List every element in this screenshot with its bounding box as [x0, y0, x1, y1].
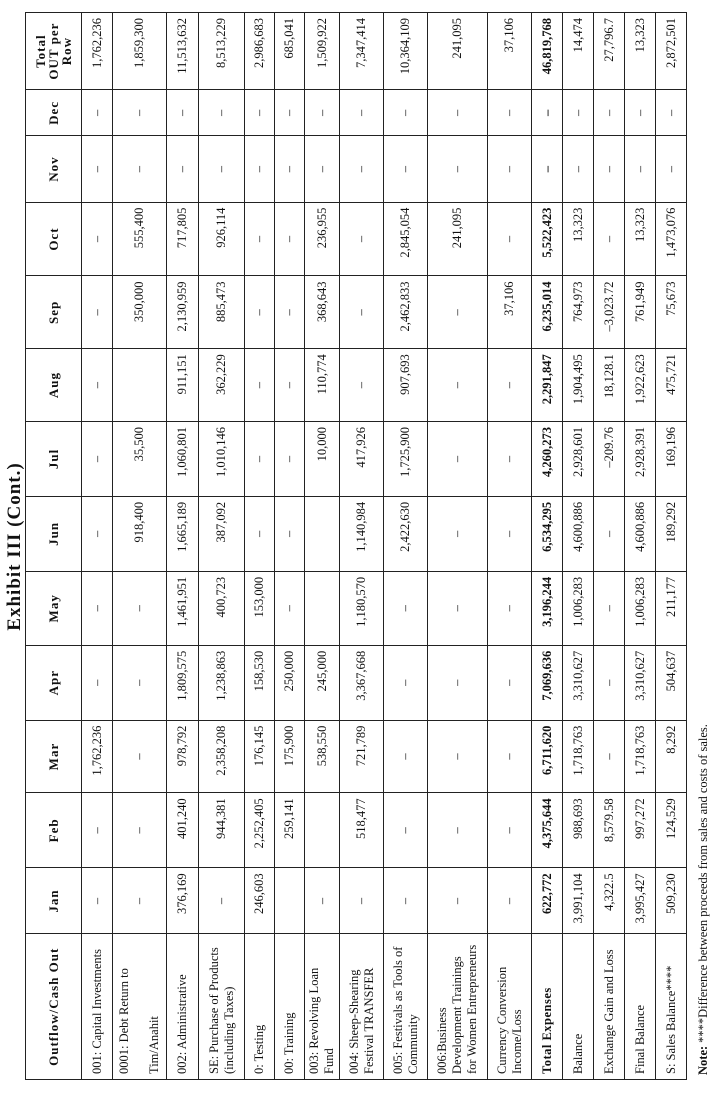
table-cell: 10,000 — [305, 421, 340, 496]
table-row — [563, 13, 594, 1080]
column-header: Apr — [26, 645, 82, 720]
table-cell: – — [82, 136, 113, 202]
table-cell: – — [275, 136, 305, 202]
row-label: SE: Purchase of Products (including Taxes) — [199, 934, 245, 1080]
table-cell: – — [625, 136, 656, 202]
table-cell: – — [384, 571, 428, 645]
table-cell: – — [82, 349, 113, 422]
table-cell: 918,400 — [113, 496, 167, 571]
table-row — [113, 13, 167, 1080]
table-cell: 7,069,636 — [532, 645, 563, 720]
table-cell: – — [488, 421, 532, 496]
table-cell: – — [428, 571, 488, 645]
table-row — [428, 13, 488, 1080]
table-cell: 350,000 — [113, 276, 167, 349]
table-cell: – — [488, 868, 532, 934]
table-cell: – — [384, 136, 428, 202]
table-cell: – — [305, 136, 340, 202]
table-cell: – — [113, 868, 167, 934]
column-header: Feb — [26, 793, 82, 868]
table-cell: 761,949 — [625, 276, 656, 349]
table-cell: – — [656, 136, 687, 202]
table-cell: – — [167, 90, 199, 136]
table-cell: 1,809,575 — [167, 645, 199, 720]
table-cell: 250,000 — [275, 645, 305, 720]
table-cell: 1,509,922 — [305, 13, 340, 90]
footnote — [696, 724, 711, 1075]
table-cell: – — [384, 645, 428, 720]
table-cell: 2,928,391 — [625, 421, 656, 496]
table-cell: 1,473,076 — [656, 202, 687, 276]
table-cell: 997,272 — [625, 793, 656, 868]
table-cell: 158,530 — [245, 645, 275, 720]
table-cell: 2,986,683 — [245, 13, 275, 90]
table-cell: 1,238,863 — [199, 645, 245, 720]
table-cell: 362,229 — [199, 349, 245, 422]
row-label: Currency Conversion Income/Loss — [488, 934, 532, 1080]
table-cell: 6,235,014 — [532, 276, 563, 349]
table-cell: 3,995,427 — [625, 868, 656, 934]
table-cell: 7,347,414 — [340, 13, 384, 90]
table-cell: 400,723 — [199, 571, 245, 645]
table-cell: – — [199, 868, 245, 934]
table-cell: 721,789 — [340, 720, 384, 793]
table-cell: – — [428, 90, 488, 136]
column-header: Total OUT per Row — [26, 13, 82, 90]
table-cell: 911,151 — [167, 349, 199, 422]
table-cell: 245,000 — [305, 645, 340, 720]
column-header: Nov — [26, 136, 82, 202]
table-cell: – — [275, 202, 305, 276]
table-cell: – — [82, 90, 113, 136]
table-cell — [113, 349, 167, 422]
column-header: Aug — [26, 349, 82, 422]
table-cell: 1,859,300 — [113, 13, 167, 90]
table-cell: 75,673 — [656, 276, 687, 349]
table-cell: 13,323 — [563, 202, 594, 276]
table-cell: – — [488, 645, 532, 720]
table-cell: 13,323 — [625, 202, 656, 276]
row-label: 005: Festivals as Tools of Community — [384, 934, 428, 1080]
table-cell: – — [82, 793, 113, 868]
table-cell: – — [594, 202, 625, 276]
table-row — [384, 13, 428, 1080]
table-row — [167, 13, 199, 1080]
table-cell: 176,145 — [245, 720, 275, 793]
column-header: Jun — [26, 496, 82, 571]
table-cell: 1,006,283 — [563, 571, 594, 645]
table-cell: –209.76 — [594, 421, 625, 496]
table-cell: 3,196,244 — [532, 571, 563, 645]
table-cell: 1,762,236 — [82, 13, 113, 90]
table-cell: 417,926 — [340, 421, 384, 496]
table-cell: 124,529 — [656, 793, 687, 868]
row-label: 004: Sheep-Shearing Festival TRANSFER — [340, 934, 384, 1080]
table-cell: 175,900 — [275, 720, 305, 793]
row-label: 001: Capital Investments — [82, 934, 113, 1080]
row-label: 0001: Debt Return to Tim/Anahit — [113, 934, 167, 1080]
table-cell: – — [113, 90, 167, 136]
table-cell: – — [488, 793, 532, 868]
table-cell: 241,095 — [428, 202, 488, 276]
table-cell: – — [563, 90, 594, 136]
table-row — [625, 13, 656, 1080]
table-cell: 538,550 — [305, 720, 340, 793]
table-cell: 18,128.1 — [594, 349, 625, 422]
exhibit-title: Exhibit III (Cont.) — [4, 462, 25, 631]
table-cell: 1,718,763 — [625, 720, 656, 793]
row-label: Exchange Gain and Loss — [594, 934, 625, 1080]
table-cell: 1,461,951 — [167, 571, 199, 645]
table-cell — [305, 571, 340, 645]
table-cell: – — [275, 90, 305, 136]
row-label: Balance — [563, 934, 594, 1080]
table-cell: 259,141 — [275, 793, 305, 868]
table-cell: – — [305, 868, 340, 934]
row-label: 006:Business Development Trainings for Women Entrepreneurs — [428, 934, 488, 1080]
table-cell: 4,375,644 — [532, 793, 563, 868]
table-cell: – — [113, 645, 167, 720]
table-cell: 2,422,630 — [384, 496, 428, 571]
table-row — [275, 13, 305, 1080]
table-row — [82, 13, 113, 1080]
table-cell: – — [113, 720, 167, 793]
table-cell: – — [488, 136, 532, 202]
table-cell: 555,400 — [113, 202, 167, 276]
table-cell: 1,140,984 — [340, 496, 384, 571]
table-row — [340, 13, 384, 1080]
table-cell: 2,130,959 — [167, 276, 199, 349]
table-cell: – — [428, 793, 488, 868]
table-cell: – — [594, 496, 625, 571]
table-cell: – — [245, 276, 275, 349]
table-cell: 3,310,627 — [625, 645, 656, 720]
table-cell: 1,762,236 — [82, 720, 113, 793]
table-cell: 10,364,109 — [384, 13, 428, 90]
table-cell: – — [305, 90, 340, 136]
row-label: 0: Testing — [245, 934, 275, 1080]
table-cell: – — [245, 202, 275, 276]
table-cell: 988,693 — [563, 793, 594, 868]
table-cell: 211,177 — [656, 571, 687, 645]
table-cell: 4,600,886 — [625, 496, 656, 571]
table-cell: 153,000 — [245, 571, 275, 645]
table-cell: 401,240 — [167, 793, 199, 868]
table-cell — [305, 496, 340, 571]
table-cell: 14,474 — [563, 13, 594, 90]
table-cell: 944,381 — [199, 793, 245, 868]
table-cell: 169,196 — [656, 421, 687, 496]
table-cell: 4,322.5 — [594, 868, 625, 934]
table-cell: – — [113, 793, 167, 868]
table-cell: – — [488, 496, 532, 571]
table-cell: 622,772 — [532, 868, 563, 934]
header-row — [26, 13, 82, 1080]
column-header: Dec — [26, 90, 82, 136]
table-cell: 246,603 — [245, 868, 275, 934]
table-cell: 189,292 — [656, 496, 687, 571]
table-cell: – — [532, 136, 563, 202]
table-cell: – — [275, 349, 305, 422]
row-label: 002: Administrative — [167, 934, 199, 1080]
note-label: Note: — [696, 1045, 710, 1075]
table-cell: – — [428, 421, 488, 496]
table-row — [199, 13, 245, 1080]
table-cell: 1,725,900 — [384, 421, 428, 496]
table-cell: 5,522,423 — [532, 202, 563, 276]
table-cell: – — [113, 571, 167, 645]
table-cell: 1,010,146 — [199, 421, 245, 496]
table-cell: 11,513,632 — [167, 13, 199, 90]
table-cell: 885,473 — [199, 276, 245, 349]
table-cell: 6,711,620 — [532, 720, 563, 793]
table-row — [245, 13, 275, 1080]
table-cell: 387,092 — [199, 496, 245, 571]
table-cell: 1,006,283 — [625, 571, 656, 645]
table-cell: – — [245, 136, 275, 202]
table-cell: – — [82, 421, 113, 496]
table-cell: – — [82, 571, 113, 645]
table-cell: 1,718,763 — [563, 720, 594, 793]
table-cell: 2,845,054 — [384, 202, 428, 276]
table-cell: – — [594, 720, 625, 793]
table-cell: – — [340, 868, 384, 934]
table-cell: 4,260,273 — [532, 421, 563, 496]
cash-out-table — [25, 12, 687, 1080]
table-cell: – — [594, 90, 625, 136]
table-cell: – — [428, 720, 488, 793]
table-cell: –3,023.72 — [594, 276, 625, 349]
table-cell: – — [275, 276, 305, 349]
column-header: Jul — [26, 421, 82, 496]
table-cell — [305, 793, 340, 868]
table-cell: – — [384, 720, 428, 793]
row-label: S: Sales Balance**** — [656, 934, 687, 1080]
table-cell: – — [594, 136, 625, 202]
table-cell: 241,095 — [428, 13, 488, 90]
table-cell: 8,579.58 — [594, 793, 625, 868]
table-cell: 46,819,768 — [532, 13, 563, 90]
column-header: May — [26, 571, 82, 645]
table-cell: 1,665,189 — [167, 496, 199, 571]
table-cell: – — [245, 496, 275, 571]
row-label: 00: Training — [275, 934, 305, 1080]
table-cell: 2,928,601 — [563, 421, 594, 496]
table-cell: – — [82, 496, 113, 571]
table-cell: 37,106 — [488, 13, 532, 90]
table-cell: 764,973 — [563, 276, 594, 349]
table-cell: – — [275, 571, 305, 645]
table-cell: 2,291,847 — [532, 349, 563, 422]
table-cell: – — [82, 868, 113, 934]
table-cell: – — [488, 571, 532, 645]
table-cell: – — [488, 720, 532, 793]
total-row — [532, 13, 563, 1080]
table-cell: – — [167, 136, 199, 202]
table-cell: 110,774 — [305, 349, 340, 422]
table-cell: 717,805 — [167, 202, 199, 276]
table-cell: – — [199, 90, 245, 136]
table-cell: 685,041 — [275, 13, 305, 90]
table-cell: – — [82, 645, 113, 720]
column-header: Sep — [26, 276, 82, 349]
table-cell: 13,323 — [625, 13, 656, 90]
table-cell: – — [488, 202, 532, 276]
table-cell: 509,230 — [656, 868, 687, 934]
table-cell: – — [428, 496, 488, 571]
table-cell: 8,513,229 — [199, 13, 245, 90]
table-cell: 368,643 — [305, 276, 340, 349]
table-cell: 978,792 — [167, 720, 199, 793]
table-cell: 1,060,801 — [167, 421, 199, 496]
table-cell: – — [594, 571, 625, 645]
table-cell — [275, 868, 305, 934]
column-header: Oct — [26, 202, 82, 276]
row-label: 003: Revolving Loan Fund — [305, 934, 340, 1080]
table-cell: 8,292 — [656, 720, 687, 793]
table-cell: 1,904,495 — [563, 349, 594, 422]
table-cell: – — [532, 90, 563, 136]
note-text: ****Difference between proceeds from sales and costs of sales. — [696, 724, 710, 1043]
table-cell: 376,169 — [167, 868, 199, 934]
table-cell: – — [340, 202, 384, 276]
table-cell: – — [245, 90, 275, 136]
table-cell: – — [340, 349, 384, 422]
table-cell: – — [113, 136, 167, 202]
table-cell: – — [488, 349, 532, 422]
table-cell: – — [340, 90, 384, 136]
table-cell: 35,500 — [113, 421, 167, 496]
table-cell: – — [82, 202, 113, 276]
column-header: Jan — [26, 868, 82, 934]
table-cell: – — [656, 90, 687, 136]
table-cell: 1,922,623 — [625, 349, 656, 422]
table-cell: – — [428, 276, 488, 349]
table-cell: – — [428, 868, 488, 934]
table-cell: – — [340, 276, 384, 349]
table-cell: – — [340, 136, 384, 202]
table-row — [594, 13, 625, 1080]
row-label: Total Expenses — [532, 934, 563, 1080]
table-cell: – — [199, 136, 245, 202]
table-cell: 926,114 — [199, 202, 245, 276]
table-cell: – — [488, 90, 532, 136]
table-row — [305, 13, 340, 1080]
row-label: Final Balance — [625, 934, 656, 1080]
table-cell: 504,637 — [656, 645, 687, 720]
table-cell: – — [275, 421, 305, 496]
table-row — [488, 13, 532, 1080]
table-cell: 3,310,627 — [563, 645, 594, 720]
table-cell: 236,955 — [305, 202, 340, 276]
table-cell: – — [384, 793, 428, 868]
table-cell: 27,796.7 — [594, 13, 625, 90]
table-cell: – — [245, 349, 275, 422]
table-body — [82, 13, 687, 1080]
table-cell: 518,477 — [340, 793, 384, 868]
table-cell: 2,358,208 — [199, 720, 245, 793]
table-cell: 2,252,405 — [245, 793, 275, 868]
table-cell: – — [428, 349, 488, 422]
table-cell: – — [563, 136, 594, 202]
table-cell: – — [428, 136, 488, 202]
table-cell: 3,991,104 — [563, 868, 594, 934]
table-cell: 4,600,886 — [563, 496, 594, 571]
table-cell: – — [275, 496, 305, 571]
table-cell: – — [384, 90, 428, 136]
table-cell: 2,462,833 — [384, 276, 428, 349]
table-cell: 37,106 — [488, 276, 532, 349]
table-cell: 907,693 — [384, 349, 428, 422]
table-cell: 6,534,295 — [532, 496, 563, 571]
table-cell: – — [428, 645, 488, 720]
table-cell: 3,367,668 — [340, 645, 384, 720]
table-cell: 475,721 — [656, 349, 687, 422]
column-header: Mar — [26, 720, 82, 793]
table-cell: – — [625, 90, 656, 136]
table-cell: – — [594, 645, 625, 720]
table-row — [656, 13, 687, 1080]
table-cell: – — [82, 276, 113, 349]
table-cell: 2,872,501 — [656, 13, 687, 90]
column-header: Outflow/Cash Out — [26, 934, 82, 1080]
table-cell: – — [384, 868, 428, 934]
table-cell: – — [245, 421, 275, 496]
table-cell: 1,180,570 — [340, 571, 384, 645]
